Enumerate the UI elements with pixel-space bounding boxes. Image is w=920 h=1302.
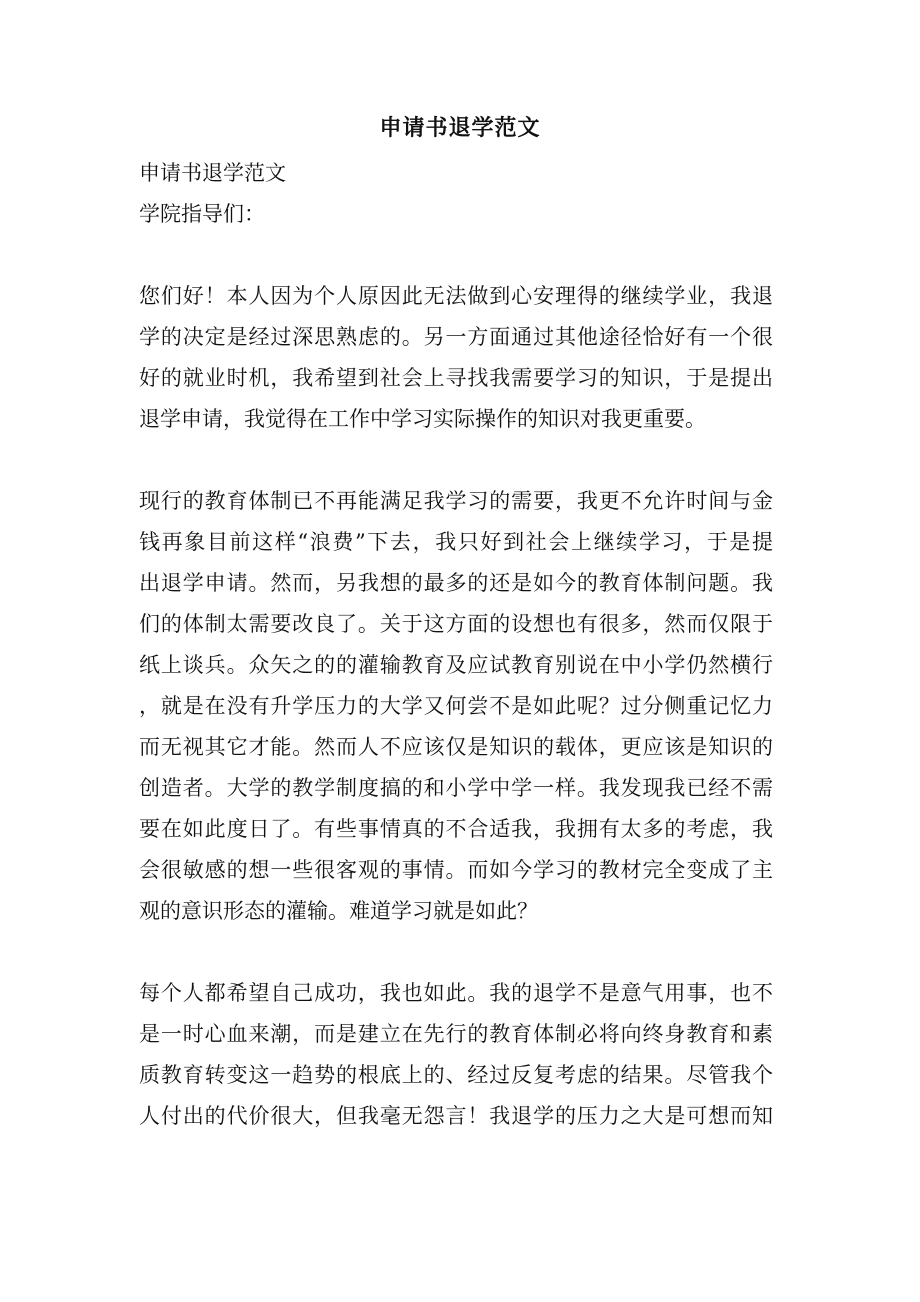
paragraph-line: 质教育转变这一趋势的根底上的、经过反复考虑的结果。尽管我个 (139, 1063, 773, 1087)
paragraph-3 (139, 973, 773, 1137)
paragraph-line: 要在如此度日了。有些事情真的不合适我，我拥有太多的考虑，我 (139, 817, 773, 841)
paragraph-line: 纸上谈兵。众矢之的的灌输教育及应试教育别说在中小学仍然横行 (139, 653, 773, 677)
paragraph-line: 您们好！本人因为个人原因此无法做到心安理得的继续学业，我退 (139, 284, 773, 308)
paragraph-line: 好的就业时机，我希望到社会上寻找我需要学习的知识，于是提出 (139, 366, 773, 390)
paragraph-line: 是一时心血来潮，而是建立在先行的教育体制必将向终身教育和素 (139, 1022, 773, 1046)
paragraph-2 (139, 481, 773, 932)
document-subtitle: 申请书退学范文 (139, 161, 286, 185)
paragraph-line: 人付出的代价很大，但我毫无怨言！我退学的压力之大是可想而知 (139, 1104, 773, 1128)
document-title: 申请书退学范文 (379, 115, 541, 141)
paragraph-gap (139, 235, 773, 276)
paragraph-line: 学的决定是经过深思熟虑的。另一方面通过其他途径恰好有一个很 (139, 325, 773, 349)
document-body (139, 153, 773, 1137)
paragraph-line: 出退学申请。然而，另我想的最多的还是如今的教育体制问题。我 (139, 571, 773, 595)
paragraph-line: ，就是在没有升学压力的大学又何尝不是如此呢？过分侧重记忆力 (139, 694, 773, 718)
paragraph-line: 钱再象目前这样“浪费”下去，我只好到社会上继续学习，于是提 (139, 530, 773, 554)
paragraph-gap (139, 932, 773, 973)
paragraph-line: 每个人都希望自己成功，我也如此。我的退学不是意气用事，也不 (139, 981, 773, 1005)
paragraph-line: 创造者。大学的教学制度搞的和小学中学一样。我发现我已经不需 (139, 776, 773, 800)
paragraph-line: 而无视其它才能。然而人不应该仅是知识的载体，更应该是知识的 (139, 735, 773, 759)
paragraph-1 (139, 276, 773, 440)
paragraph-line: 们的体制太需要改良了。关于这方面的设想也有很多，然而仅限于 (139, 612, 773, 636)
paragraph-line: 会很敏感的想一些很客观的事情。而如今学习的教材完全变成了主 (139, 858, 773, 882)
paragraph-line: 现行的教育体制已不再能满足我学习的需要，我更不允许时间与金 (139, 489, 773, 513)
paragraph-line: 退学申请，我觉得在工作中学习实际操作的知识对我更重要。 (139, 407, 706, 431)
paragraph-line: 观的意识形态的灌输。难道学习就是如此？ (139, 899, 538, 923)
paragraph-gap (139, 440, 773, 481)
salutation: 学院指导们： (139, 202, 265, 226)
